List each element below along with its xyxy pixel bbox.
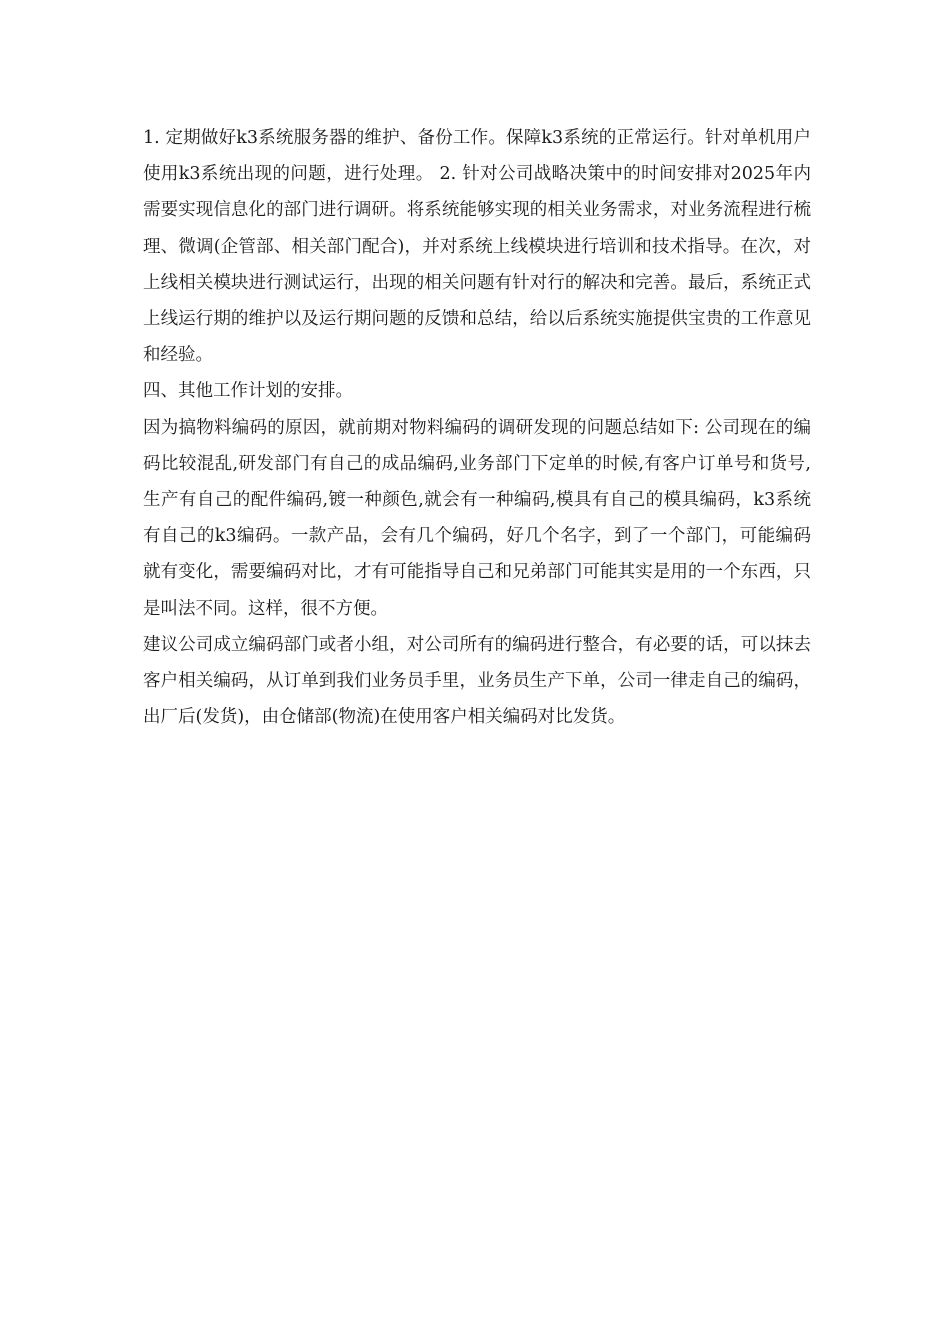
paragraph-material-coding-issues: 因为搞物料编码的原因，就前期对物料编码的调研发现的问题总结如下: 公司现在的编码比较混乱,研发部门有自己的成品编码,业务部门下定单的时候,有客户订单号和货号,生产有自己的配件编码,镀一种颜色,就会有一种编码,模具有自己的模具编码，k3系统有自己的k3编码。一款产品，会有几个编码，好几个名字，到了一个部门，可能编码就有变化，需要编码对比，才有可能指导自己和兄弟部门可能其实是用的一个东西，只是叫法不同。这样，很不方便。 xyxy=(143,417,811,619)
document-body xyxy=(143,120,811,735)
section-heading-other-plans: 四、其他工作计划的安排。 xyxy=(143,381,353,402)
paragraph-it-system-maintenance: 1. 定期做好k3系统服务器的维护、备份工作。保障k3系统的正常运行。针对单机用户使用k3系统出现的问题，进行处理。 2. 针对公司战略决策中的时间安排对2025年内需要实现信息化的部门进行调研。将系统能够实现的相关业务需求，对业务流程进行梳理、微调(企管部、相关部门配合)，并对系统上线模块进行培训和技术指导。在次，对上线相关模块进行测试运行，出现的相关问题有针对行的解决和完善。最后，系统正式上线运行期的维护以及运行期问题的反馈和总结，给以后系统实施提供宝贵的工作意见和经验。 xyxy=(143,128,811,366)
paragraph-coding-department-proposal: 建议公司成立编码部门或者小组，对公司所有的编码进行整合，有必要的话，可以抹去客户相关编码，从订单到我们业务员手里，业务员生产下单，公司一律走自己的编码，出厂后(发货)，由仓储部(物流)在使用客户相关编码对比发货。 xyxy=(143,634,811,728)
